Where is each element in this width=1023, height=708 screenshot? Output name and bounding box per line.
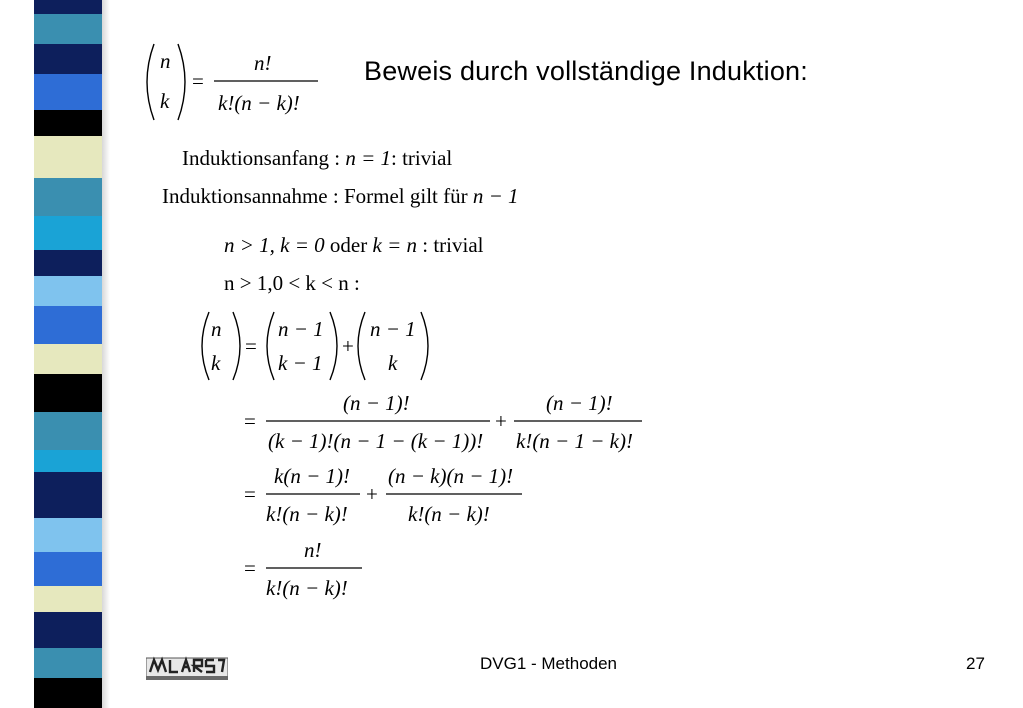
pascal-identity bbox=[202, 312, 428, 380]
step1-denominator-2: k!(n − 1 − k)! bbox=[516, 429, 633, 453]
binom-b-top: n − 1 bbox=[278, 317, 324, 341]
step1-numerator-1: (n − 1)! bbox=[343, 391, 410, 415]
step-1 bbox=[244, 391, 642, 453]
step2-numerator-1: k(n − 1)! bbox=[274, 464, 350, 488]
case-general-line: n > 1,0 < k < n : bbox=[224, 271, 360, 295]
step1-numerator-2: (n − 1)! bbox=[546, 391, 613, 415]
page-number: 27 bbox=[966, 654, 985, 673]
binom-c-top: n − 1 bbox=[370, 317, 416, 341]
step1-denominator-1: (k − 1)!(n − 1 − (k − 1))! bbox=[268, 429, 484, 453]
step2-numerator-2: (n − k)(n − 1)! bbox=[388, 464, 514, 488]
binom-c-bottom: k bbox=[388, 351, 398, 375]
binom-top: n bbox=[160, 49, 171, 73]
plus-sign: + bbox=[495, 409, 507, 433]
fraction-numerator: n! bbox=[254, 51, 272, 75]
footer-title: DVG1 - Methoden bbox=[480, 654, 618, 673]
step-3 bbox=[244, 538, 362, 600]
equals-sign: = bbox=[245, 334, 257, 358]
step2-denominator-1: k!(n − k)! bbox=[266, 502, 348, 526]
institution-logo-icon bbox=[146, 652, 228, 680]
case-trivial-line: n > 1, k = 0 oder k = n : trivial bbox=[224, 233, 484, 257]
equals-sign: = bbox=[244, 482, 256, 506]
step2-denominator-2: k!(n − k)! bbox=[408, 502, 490, 526]
binomial-definition bbox=[147, 44, 318, 120]
fraction-denominator: k!(n − k)! bbox=[218, 91, 300, 115]
induktionsanfang-line: Induktionsanfang : n = 1: trivial bbox=[182, 146, 453, 170]
equals-sign: = bbox=[244, 409, 256, 433]
slide-title: Beweis durch vollständige Induktion: bbox=[364, 56, 808, 86]
step-2 bbox=[244, 464, 522, 526]
induction-steps bbox=[162, 146, 519, 295]
binom-b-bottom: k − 1 bbox=[278, 351, 323, 375]
binom-bottom: k bbox=[160, 89, 170, 113]
induktionsannahme-line: Induktionsannahme : Formel gilt für n − 1 bbox=[162, 184, 519, 208]
step3-denominator: k!(n − k)! bbox=[266, 576, 348, 600]
binom-a-top: n bbox=[211, 317, 222, 341]
plus-sign: + bbox=[342, 334, 354, 358]
equals-sign: = bbox=[192, 69, 204, 93]
step3-numerator: n! bbox=[304, 538, 322, 562]
plus-sign: + bbox=[366, 482, 378, 506]
binom-a-bottom: k bbox=[211, 351, 221, 375]
equals-sign: = bbox=[244, 556, 256, 580]
